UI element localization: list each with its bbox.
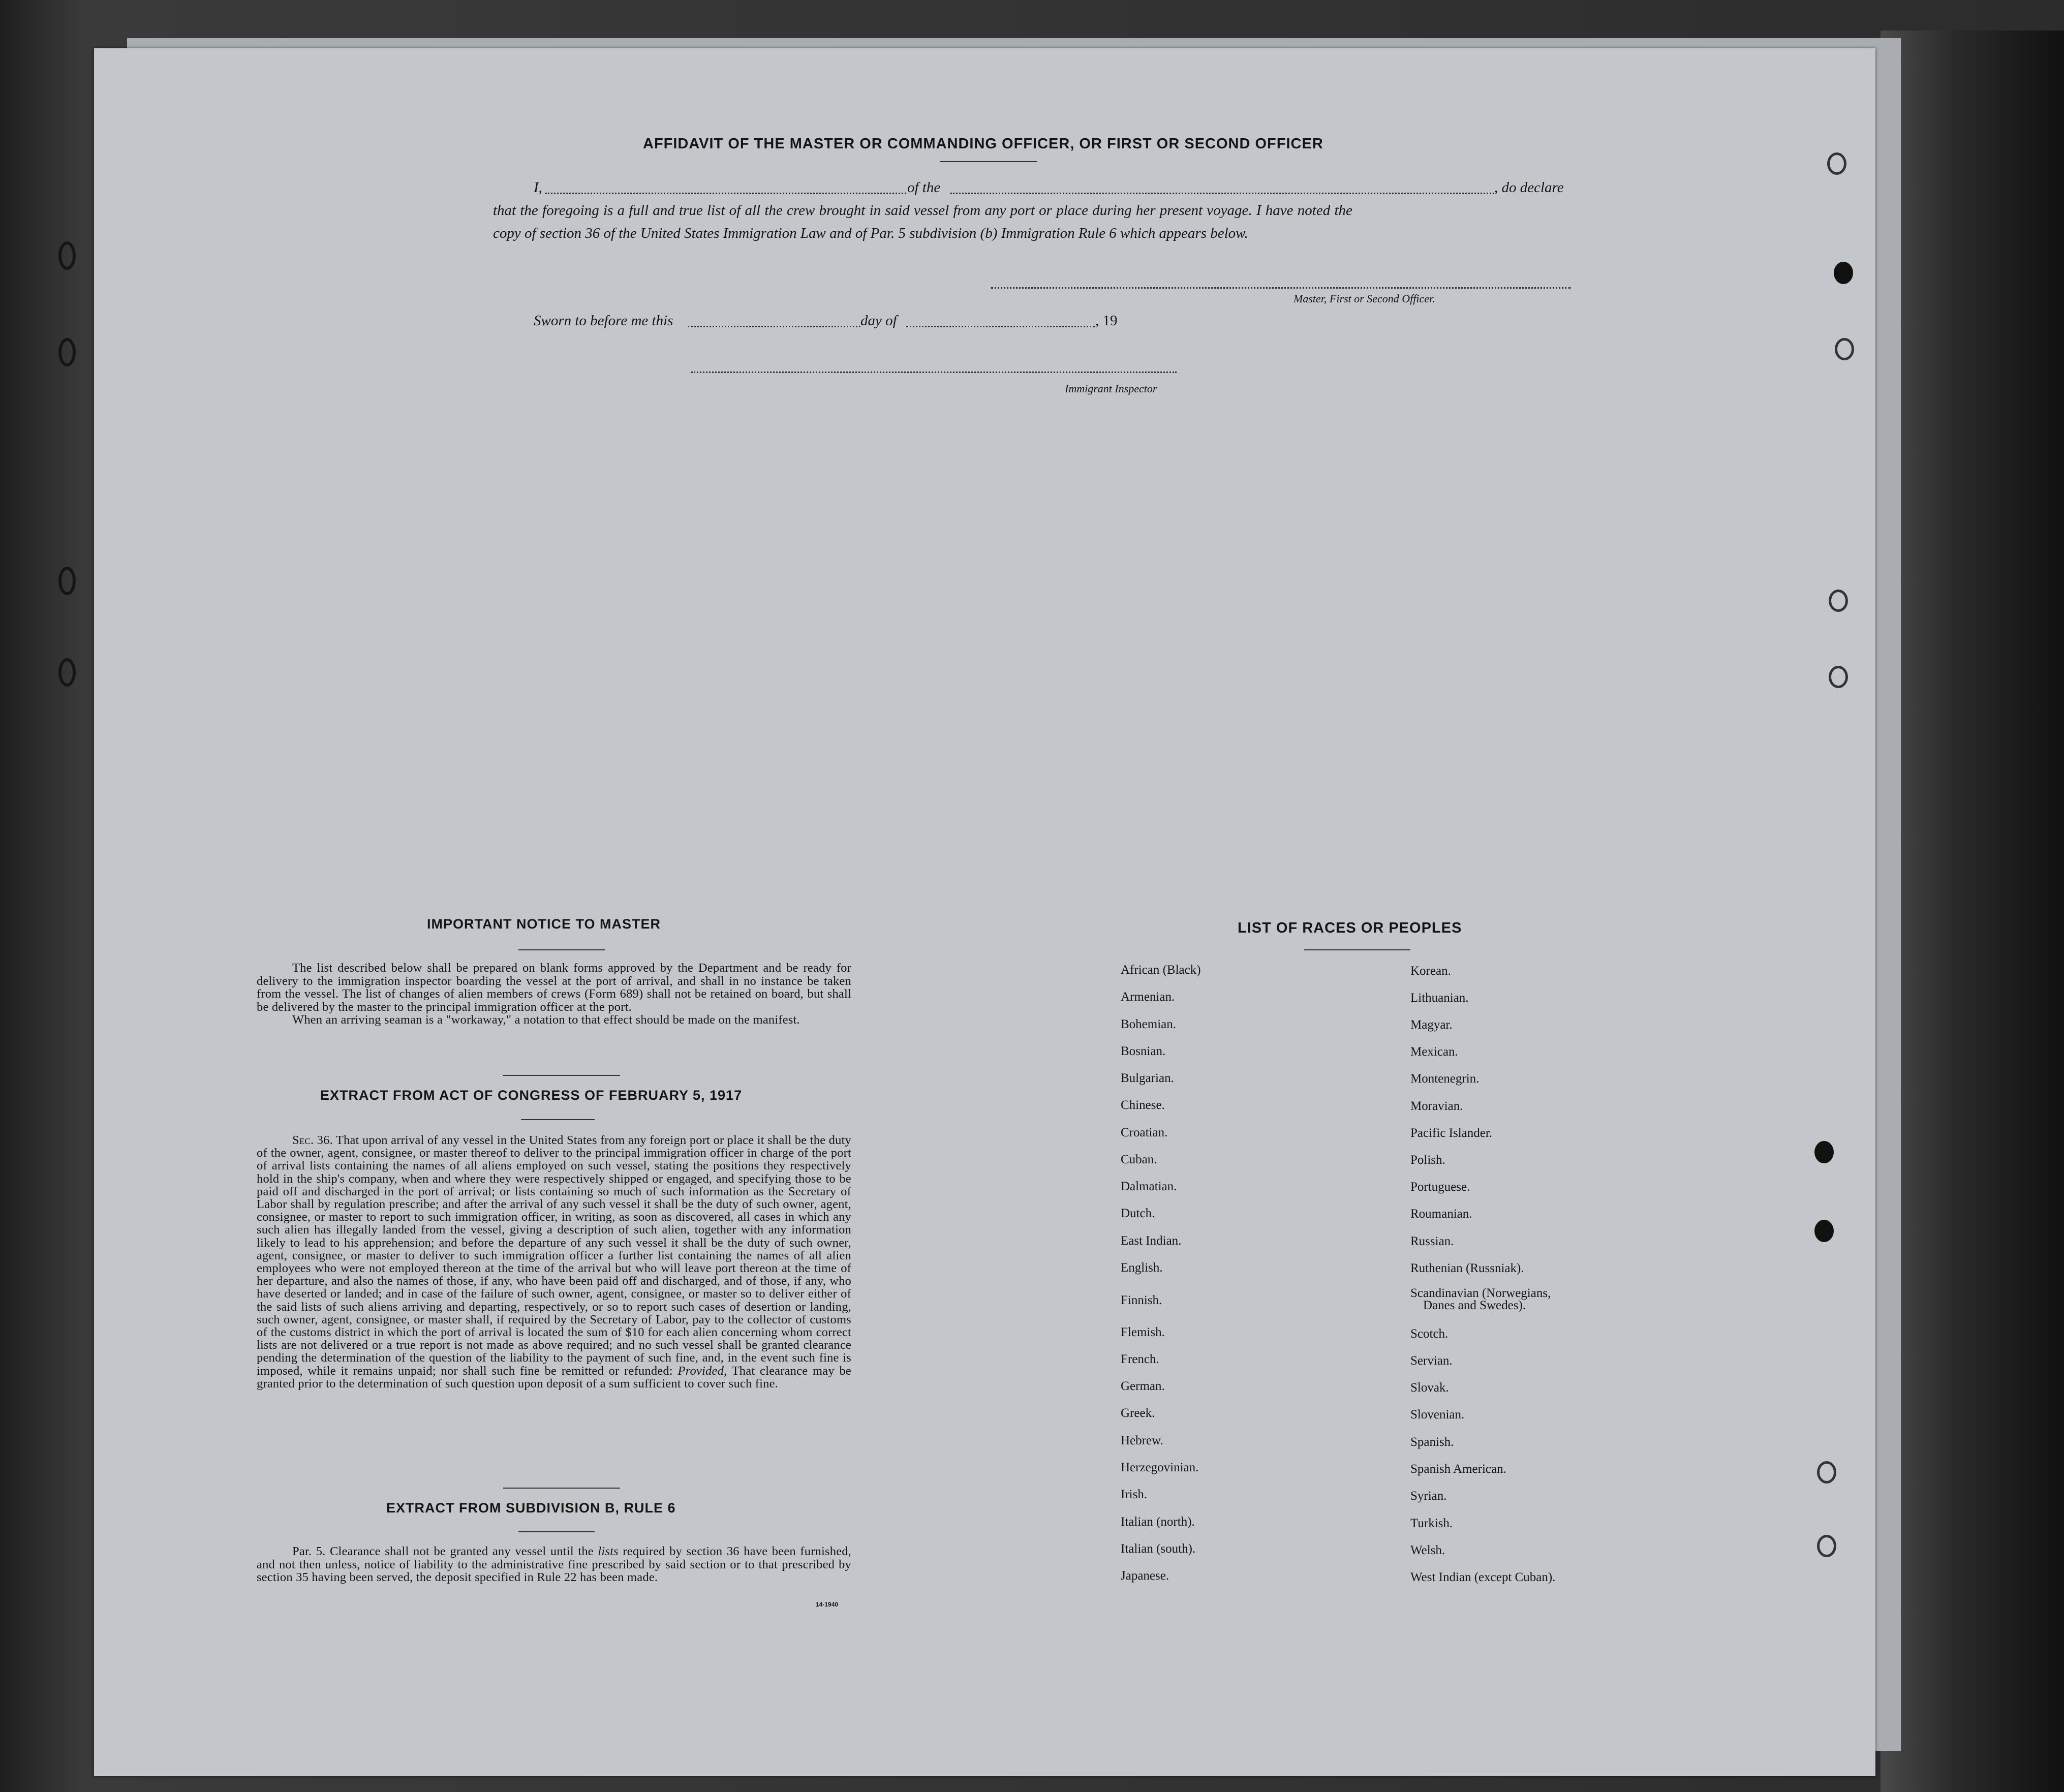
race-item: Chinese. bbox=[1121, 1098, 1165, 1112]
race-item: Montenegrin. bbox=[1410, 1072, 1480, 1086]
race-item: Croatian. bbox=[1121, 1126, 1168, 1139]
race-item: Mexican. bbox=[1410, 1045, 1458, 1059]
race-item: Bulgarian. bbox=[1121, 1071, 1174, 1085]
race-item: West Indian (except Cuban). bbox=[1410, 1570, 1556, 1584]
extract-act-title: EXTRACT FROM ACT OF CONGRESS OF FEBRUARY 5, 1917 bbox=[320, 1088, 743, 1103]
race-item: Hebrew. bbox=[1121, 1434, 1163, 1447]
section-36-body: That upon arrival of any vessel in the United States from any foreign port or place it shall be the duty of the owner, agent, consignee, or master thereof to deliver to the principal immigration officer in charge of the port of arrival lists containing the names of all aliens employed on such vessel, stating the positions they respectively hold in the ship's company, when and where they were respectively shipped or engaged, and specifying those to be paid off and discharged in the port of arrival; or lists containing so much of such information as the Secretary of Labor shall by regulation prescribe; and after the arrival of any such vessel it shall be the duty of such owner, agent, consignee, or master to report to such immigration officer, in writing, as soon as discovered, all cases in which any such alien has illegally landed from the vessel, giving a description of such alien, together with any information likely to lead to his apprehension; and before the departure of any such vessel it shall be the duty of such owner, agent, consignee, or master to deliver to such immigration officer a further list containing the names of all alien employees who were not employed thereon at the time of the arrival but who will leave port thereon at the time of her departure, and also the names of those, if any, who have been paid off and discharged, and of those, if any, who have deserted or landed; and in case of the failure of such owner, agent, consignee, or master so to deliver either of the said lists of such aliens arriving and departing, respectively, or so to report such cases of desertion or landing, such owner, agent, consignee, or master shall, if required by the Secretary of Labor, pay to the collector of customs of the customs district in which the port of arrival is located the sum of $10 for each alien concerning whom correct lists are not delivered or a true report is not made as above required; and no such vessel shall be granted clearance pending the determination of the question of the liability to the payment of such fine, and, in the event such fine is imposed, while it remains unpaid; nor shall such fine be remitted or refunded: bbox=[257, 1133, 851, 1378]
inspector-signature-field[interactable] bbox=[691, 372, 1177, 373]
sworn-month-field[interactable] bbox=[906, 326, 1095, 327]
divider bbox=[521, 1119, 595, 1120]
race-item: Magyar. bbox=[1410, 1018, 1453, 1032]
race-item: Ruthenian (Russniak). bbox=[1410, 1261, 1524, 1275]
provided-label: Provided, bbox=[677, 1364, 727, 1378]
rule-text-a: Par. 5. Clearance shall not be granted any vessel until the bbox=[292, 1544, 594, 1558]
race-item: Cuban. bbox=[1121, 1153, 1157, 1166]
punch-hole-icon bbox=[1829, 590, 1848, 612]
notice-title: IMPORTANT NOTICE TO MASTER bbox=[427, 916, 661, 932]
punch-hole-icon bbox=[1814, 1220, 1834, 1242]
rule-text-b: required by section 36 have been furnished, and not then unless, notice of liability to the administrative fine prescribed by said section or to that prescribed by section 35 having been served, the deposit specified in Rule 22 has been made. bbox=[257, 1544, 851, 1585]
divider bbox=[518, 1531, 595, 1532]
binder-ring-icon bbox=[58, 567, 76, 595]
punch-hole-icon bbox=[1817, 1535, 1836, 1557]
binder-ring-icon bbox=[58, 658, 76, 687]
punch-hole-icon bbox=[1827, 152, 1846, 175]
master-signature-field[interactable] bbox=[991, 287, 1570, 289]
race-item: Japanese. bbox=[1121, 1569, 1169, 1583]
day-of-label: day of bbox=[860, 313, 897, 329]
race-item: Herzegovinian. bbox=[1121, 1461, 1199, 1474]
document-page bbox=[94, 48, 1875, 1776]
year-label: , 19 bbox=[1095, 313, 1118, 329]
race-item: Russian. bbox=[1410, 1234, 1454, 1248]
race-item: Bosnian. bbox=[1121, 1044, 1166, 1058]
race-item: English. bbox=[1121, 1261, 1163, 1275]
notice-text bbox=[257, 962, 851, 1027]
notice-paragraph-2: When an arriving seaman is a "workaway," a notation to that effect should be made on the manifest. bbox=[292, 1013, 800, 1027]
race-item: Servian. bbox=[1410, 1354, 1453, 1368]
race-item: Scotch. bbox=[1410, 1327, 1449, 1341]
divider bbox=[518, 949, 605, 950]
divider bbox=[940, 161, 1037, 162]
punch-hole-icon bbox=[1817, 1461, 1836, 1484]
race-item: French. bbox=[1121, 1352, 1159, 1366]
scan-shadow bbox=[1881, 30, 2064, 1792]
binder-ring-icon bbox=[58, 241, 76, 270]
race-scandinavian-line-2: Danes and Swedes). bbox=[1423, 1299, 1526, 1312]
race-item: Scandinavian (Norwegians, bbox=[1410, 1286, 1551, 1300]
affidavit-of-the-label: of the bbox=[907, 179, 941, 196]
divider bbox=[1304, 949, 1410, 950]
race-item: German. bbox=[1121, 1379, 1165, 1393]
race-item: Syrian. bbox=[1410, 1489, 1447, 1503]
race-item: Welsh. bbox=[1410, 1543, 1445, 1557]
race-item: Spanish. bbox=[1410, 1435, 1454, 1449]
punch-hole-icon bbox=[1835, 338, 1854, 360]
race-item: Slovenian. bbox=[1410, 1408, 1465, 1422]
race-item: Spanish American. bbox=[1410, 1462, 1506, 1476]
race-item: African (Black) bbox=[1121, 963, 1201, 977]
race-item: Polish. bbox=[1410, 1153, 1445, 1167]
sworn-label: Sworn to before me this bbox=[534, 313, 673, 329]
race-item: Italian (south). bbox=[1121, 1542, 1196, 1556]
race-item: Portuguese. bbox=[1410, 1180, 1470, 1194]
race-item: Flemish. bbox=[1121, 1325, 1165, 1339]
race-item: Slovak. bbox=[1410, 1381, 1449, 1395]
race-item: Pacific Islander. bbox=[1410, 1126, 1493, 1140]
punch-hole-icon bbox=[1829, 666, 1848, 688]
form-number: 14-1940 bbox=[816, 1601, 839, 1608]
race-item: Dalmatian. bbox=[1121, 1180, 1177, 1193]
rule-6-text bbox=[257, 1545, 851, 1584]
race-item: Turkish. bbox=[1410, 1517, 1453, 1530]
race-item: Roumanian. bbox=[1410, 1207, 1472, 1221]
affidavit-title: AFFIDAVIT OF THE MASTER OR COMMANDING OFFICER, OR FIRST OR SECOND OFFICER bbox=[643, 136, 1323, 152]
lists-word: lists bbox=[598, 1544, 619, 1558]
race-item: Dutch. bbox=[1121, 1207, 1155, 1220]
affidavit-declare-label: , do declare bbox=[1494, 179, 1564, 196]
divider bbox=[503, 1488, 620, 1489]
race-item: Armenian. bbox=[1121, 990, 1175, 1004]
race-item: Korean. bbox=[1410, 964, 1451, 978]
affidavit-line-2: that the foregoing is a full and true list of all the crew brought in said vessel from any port or place during her present voyage. I have noted the bbox=[493, 202, 1352, 219]
races-title: LIST OF RACES OR PEOPLES bbox=[1238, 920, 1462, 936]
vessel-field[interactable] bbox=[950, 193, 1494, 194]
section-36-end: That clearance may be granted prior to the determination of such question upon deposit of a sum sufficient to cover such fine. bbox=[257, 1364, 851, 1391]
inspector-label: Immigrant Inspector bbox=[1065, 382, 1157, 395]
section-label: Sec. 36. bbox=[292, 1133, 333, 1147]
name-field[interactable] bbox=[545, 193, 906, 194]
race-item: Finnish. bbox=[1121, 1293, 1162, 1307]
punch-hole-icon bbox=[1814, 1141, 1834, 1163]
sworn-day-field[interactable] bbox=[688, 326, 860, 327]
race-item: Lithuanian. bbox=[1410, 991, 1469, 1005]
section-36-text bbox=[257, 1134, 851, 1390]
race-item: Bohemian. bbox=[1121, 1017, 1177, 1031]
extract-rule-title: EXTRACT FROM SUBDIVISION B, RULE 6 bbox=[386, 1500, 676, 1516]
binder-ring-icon bbox=[58, 338, 76, 366]
affidavit-i-label: I, bbox=[534, 179, 542, 196]
notice-paragraph-1: The list described below shall be prepared on blank forms approved by the Department and be ready for delivery to the immigration inspector boarding the vessel at the port of arrival, and shall in no instance be taken from the vessel. The list of changes of alien members of crews (Form 689) shall not be retained on board, but shall be delivered by the master to the principal immigration officer at the port. bbox=[257, 961, 851, 1014]
race-item: Italian (north). bbox=[1121, 1515, 1195, 1529]
affidavit-line-3: copy of section 36 of the United States Immigration Law and of Par. 5 subdivision (b) Immigration Rule 6 which appears below. bbox=[493, 225, 1248, 241]
punch-hole-icon bbox=[1834, 262, 1853, 284]
divider bbox=[503, 1075, 620, 1076]
race-item: Greek. bbox=[1121, 1406, 1155, 1420]
race-item: Irish. bbox=[1121, 1488, 1148, 1501]
race-item: Moravian. bbox=[1410, 1099, 1463, 1113]
master-signature-label: Master, First or Second Officer. bbox=[1293, 292, 1435, 305]
race-item: East Indian. bbox=[1121, 1234, 1182, 1248]
